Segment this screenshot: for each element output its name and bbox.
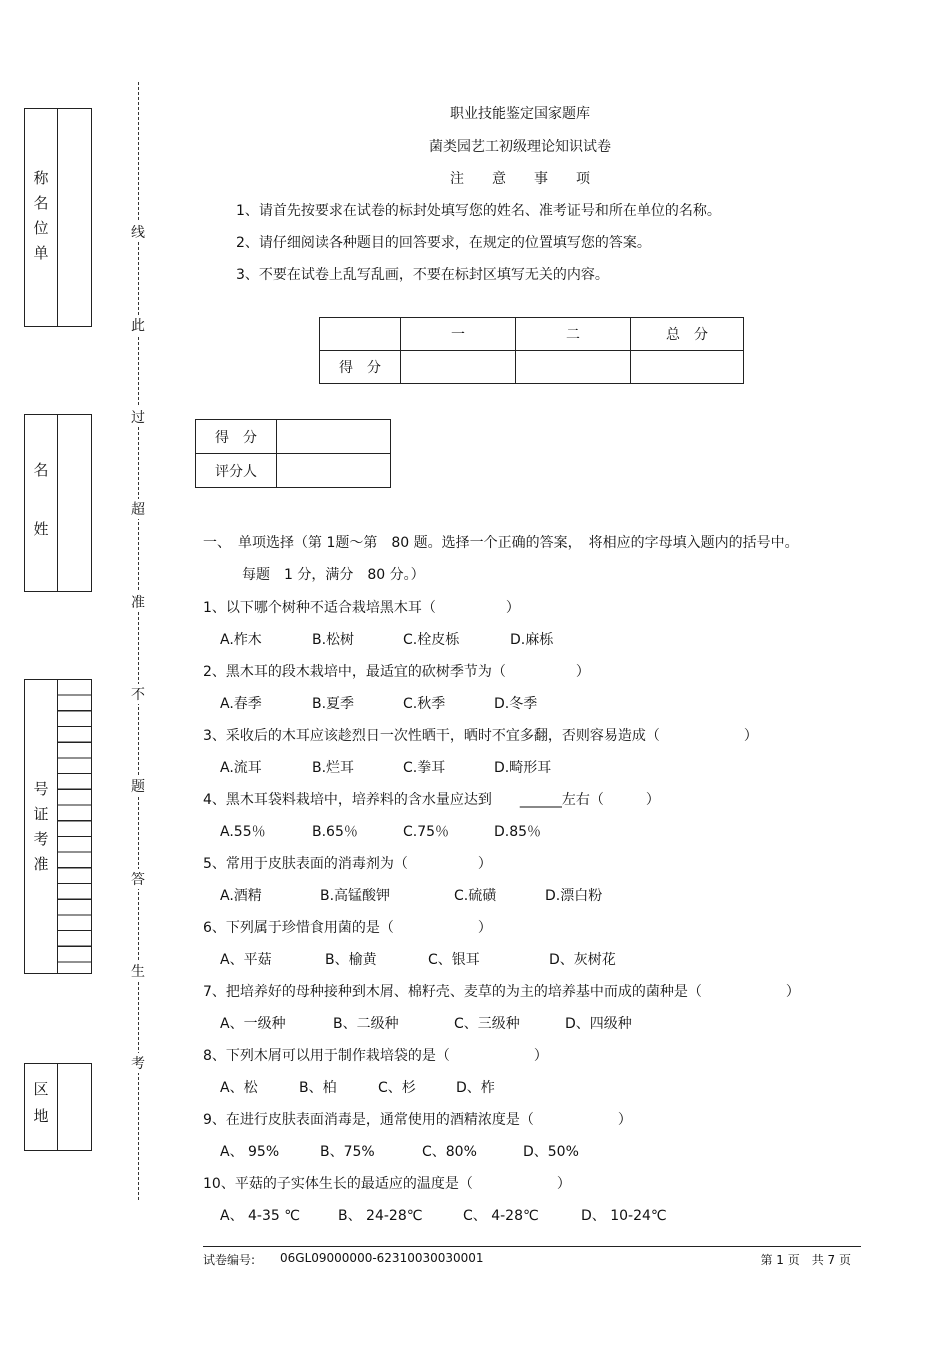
cut-line-char: 超: [126, 499, 150, 519]
option-b[interactable]: B.烂耳: [312, 760, 355, 776]
option-b[interactable]: B.高锰酸钾: [320, 888, 391, 904]
option-a[interactable]: A.55％: [220, 824, 266, 840]
page-number: 第 1 页 共 7 页: [760, 1253, 851, 1267]
score-cell-total[interactable]: [631, 351, 744, 384]
option-d[interactable]: D.85％: [494, 824, 542, 840]
name-seal-label: 名 姓: [33, 461, 49, 538]
exam-bank-title: 职业技能鉴定国家题库: [450, 106, 590, 122]
option-a[interactable]: A、一级种: [220, 1016, 286, 1032]
cut-line-char: 考: [126, 1053, 150, 1073]
question-text: 8、下列木屑可以用于制作栽培袋的是（ ）: [203, 1048, 548, 1064]
question-text: 9、在进行皮肤表面消毒是，通常使用的酒精浓度是（ ）: [203, 1112, 632, 1128]
option-d[interactable]: D.畸形耳: [494, 760, 552, 776]
question-text: 7、把培养好的母种接种到木屑、棉籽壳、麦草的为主的培养基中而成的菌种是（ ）: [203, 984, 800, 1000]
option-d[interactable]: D、柞: [456, 1080, 495, 1096]
page-footer: [203, 1246, 861, 1267]
question-text: 2、黑木耳的段木栽培中，最适宜的砍树季节为（ ）: [203, 664, 590, 680]
question-text: 10、平菇的子实体生长的最适应的温度是（ ）: [203, 1176, 571, 1192]
question-text: 4、黑木耳袋料栽培中，培养料的含水量应达到 ______左右（ ）: [203, 792, 660, 808]
option-b[interactable]: B.夏季: [312, 696, 355, 712]
option-d[interactable]: D、四级种: [565, 1016, 632, 1032]
option-b[interactable]: B、75%: [320, 1144, 375, 1160]
cut-line-char: 生: [126, 961, 150, 981]
id-seal-box: [24, 679, 92, 974]
option-a[interactable]: A.柞木: [220, 632, 262, 648]
option-c[interactable]: C.硫磺: [454, 888, 497, 904]
option-c[interactable]: C、杉: [378, 1080, 416, 1096]
region-seal-label: 区 地: [33, 1080, 49, 1125]
paper-code-label: 试卷编号:: [203, 1253, 256, 1267]
id-seal-label: 号 证 考 准: [33, 780, 49, 873]
option-c[interactable]: C.栓皮栎: [403, 632, 460, 648]
option-a[interactable]: A、 95%: [220, 1144, 280, 1160]
notice-title: 注 意 事 项: [450, 171, 590, 187]
option-b[interactable]: B、二级种: [333, 1016, 399, 1032]
score-header-part-2: 二: [516, 318, 631, 351]
paper-code-value: 06GL09000000-62310030030001: [280, 1251, 484, 1265]
option-d[interactable]: D.麻栎: [510, 632, 554, 648]
question-text: 6、下列属于珍惜食用菌的是（ ）: [203, 920, 492, 936]
grader-score-label: 得 分: [196, 420, 277, 454]
notice-item: 2、请仔细阅读各种题目的回答要求，在规定的位置填写您的答案。: [236, 235, 651, 251]
cut-line-char: 不: [126, 684, 150, 704]
cut-line-char: 线: [126, 222, 150, 242]
name-seal-divider: [57, 415, 58, 591]
unit-seal-box: [24, 108, 92, 327]
seal-cut-line: [138, 82, 139, 1200]
option-c[interactable]: C、银耳: [428, 952, 480, 968]
score-header-total: 总 分: [631, 318, 744, 351]
option-a[interactable]: A.流耳: [220, 760, 262, 776]
score-row-label: 得 分: [320, 351, 401, 384]
option-c[interactable]: C、 4-28℃: [463, 1208, 539, 1224]
exam-paper-title: 菌类园艺工初级理论知识试卷: [429, 139, 611, 155]
name-seal-box: [24, 414, 92, 592]
option-a[interactable]: A、平菇: [220, 952, 272, 968]
option-b[interactable]: B、榆黄: [325, 952, 377, 968]
question-text: 1、以下哪个树种不适合栽培黑木耳（ ）: [203, 600, 520, 616]
cut-line-char: 此: [126, 315, 150, 335]
unit-seal-divider: [57, 109, 58, 326]
cut-line-char: 答: [126, 869, 150, 889]
option-c[interactable]: C、三级种: [454, 1016, 520, 1032]
option-a[interactable]: A.酒精: [220, 888, 262, 904]
notice-item: 1、请首先按要求在试卷的标封处填写您的姓名、准考证号和所在单位的名称。: [236, 203, 721, 219]
unit-seal-label: 称 名 位 单: [33, 169, 49, 262]
total-score-table: [319, 317, 744, 384]
notice-item: 3、不要在试卷上乱写乱画，不要在标封区填写无关的内容。: [236, 267, 609, 283]
option-c[interactable]: C.秋季: [403, 696, 446, 712]
option-b[interactable]: B.65％: [312, 824, 358, 840]
region-seal-box: [24, 1063, 92, 1151]
option-b[interactable]: B、柏: [299, 1080, 337, 1096]
option-c[interactable]: C.75％: [403, 824, 450, 840]
option-d[interactable]: D.漂白粉: [545, 888, 603, 904]
score-header-part-1: 一: [401, 318, 516, 351]
option-b[interactable]: B、 24-28℃: [338, 1208, 423, 1224]
region-seal-divider: [57, 1064, 58, 1150]
id-seal-grid: [58, 680, 92, 973]
cut-line-char: 题: [126, 776, 150, 796]
question-text: 5、常用于皮肤表面的消毒剂为（ ）: [203, 856, 492, 872]
grader-table: [195, 419, 391, 488]
option-d[interactable]: D、灰树花: [549, 952, 616, 968]
option-a[interactable]: A.春季: [220, 696, 262, 712]
grader-name-cell[interactable]: [277, 454, 391, 488]
option-b[interactable]: B.松树: [312, 632, 355, 648]
cut-line-char: 准: [126, 592, 150, 612]
option-d[interactable]: D、50%: [523, 1144, 579, 1160]
section-instruction-cont: 每题 1 分，满分 80 分。）: [242, 567, 425, 583]
option-a[interactable]: A、 4-35 ℃: [220, 1208, 300, 1224]
section-instruction: 一、 单项选择（第 1题～第 80 题。选择一个正确的答案， 将相应的字母填入题内的括号中。: [203, 535, 799, 551]
option-d[interactable]: D.冬季: [494, 696, 538, 712]
option-d[interactable]: D、 10-24℃: [581, 1208, 667, 1224]
score-header-blank: [320, 318, 401, 351]
grader-score-cell[interactable]: [277, 420, 391, 454]
score-cell-part-2[interactable]: [516, 351, 631, 384]
score-cell-part-1[interactable]: [401, 351, 516, 384]
question-text: 3、采收后的木耳应该趁烈日一次性晒干，晒时不宜多翻，否则容易造成（ ）: [203, 728, 758, 744]
grader-name-label: 评分人: [196, 454, 277, 488]
option-a[interactable]: A、松: [220, 1080, 258, 1096]
option-c[interactable]: C、80%: [422, 1144, 477, 1160]
option-c[interactable]: C.拳耳: [403, 760, 446, 776]
cut-line-char: 过: [126, 407, 150, 427]
